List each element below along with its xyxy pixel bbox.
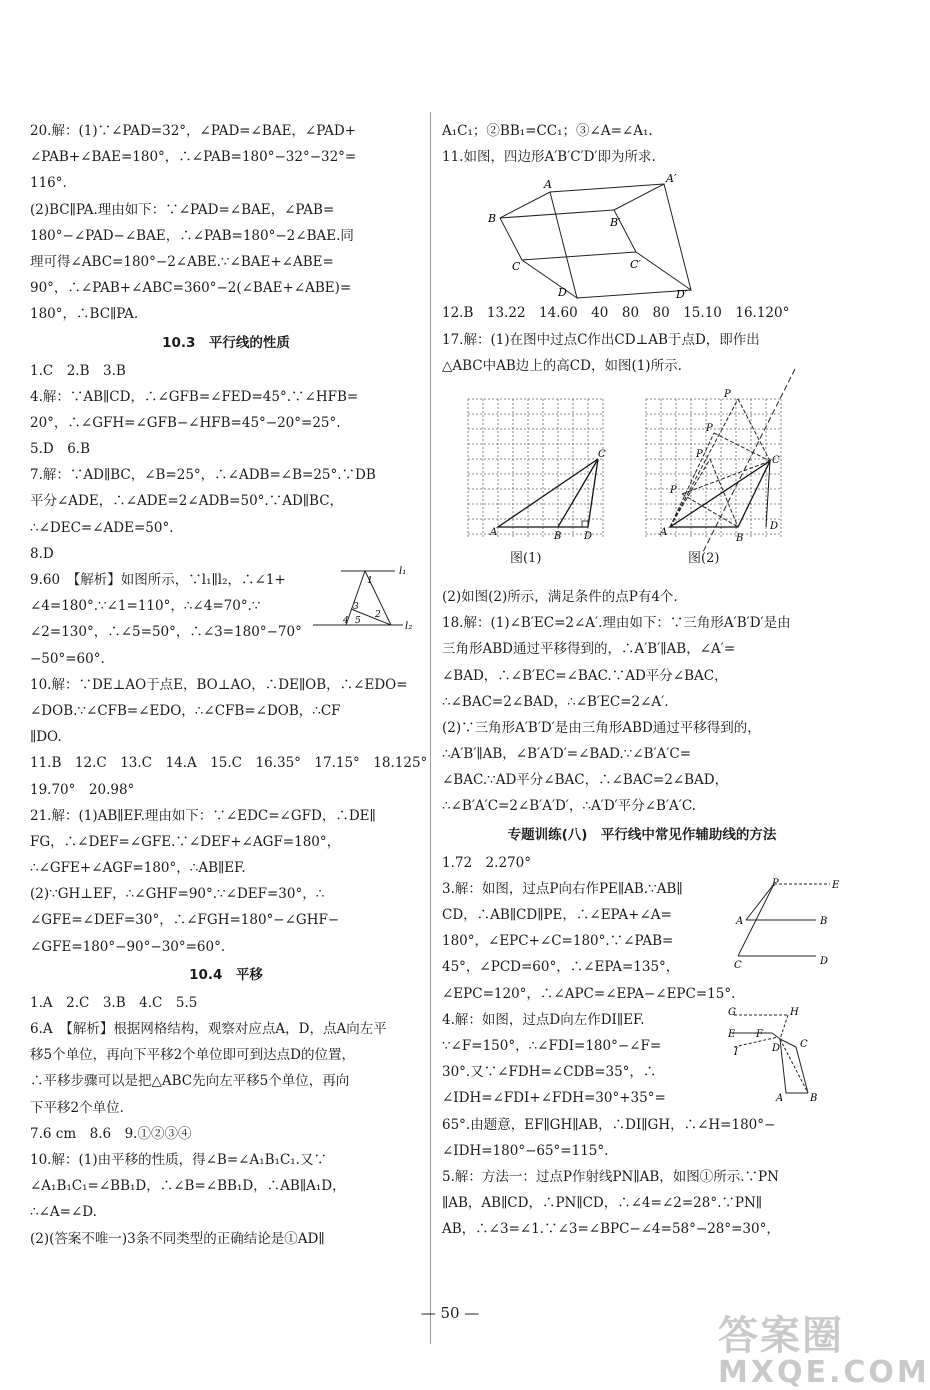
text-line: 移5个单位，再向下平移2个单位即可到达点D的位置，: [30, 1047, 356, 1064]
text-line: ∥AB，AB∥CD，∴PN∥CD，∴∠4=∠2=28°.∵PN∥: [442, 1195, 763, 1212]
text-line: −50°=60°.: [30, 650, 105, 667]
svg-text:D: D: [558, 286, 567, 300]
text-line: A₁C₁；②BB₁=CC₁；③∠A=∠A₁.: [442, 123, 653, 139]
text-line: 11.B 12.C 13.C 14.A 15.C 16.35° 17.15° 18.125°: [30, 755, 428, 772]
svg-text:P: P: [772, 877, 779, 889]
text-line: 180°−∠PAD−∠BAE，∴∠PAB=180°−2∠BAE.同: [30, 227, 354, 244]
text-line: 21.解：(1)AB∥EF.理由如下：∵∠EDC=∠GFD，∴DE∥: [30, 807, 376, 824]
text-line: 理可得∠ABC=180°−2∠ABE.∵∠BAE+∠ABE=: [30, 253, 334, 270]
text-line: 11.如图，四边形A′B′C′D′即为所求.: [442, 149, 656, 166]
watermark-url: MXQE.COM: [718, 1355, 930, 1390]
problem-3-block: [442, 876, 842, 1007]
text-line: 19.70° 20.98°: [30, 781, 135, 798]
text-line: 8.D: [30, 545, 54, 562]
text-line: (2)如图(2)所示，满足条件的点P有4个.: [442, 588, 678, 605]
svg-text:P: P: [706, 422, 713, 434]
problem-3-figure: [734, 878, 844, 970]
watermark-text: 答案圈: [718, 1313, 844, 1359]
grid-figures: [442, 379, 842, 584]
svg-text:D: D: [772, 1042, 781, 1054]
text-line: 116°.: [30, 175, 67, 192]
text-line: ∴∠B′A′C=2∠B′A′D′，∴A′D′平分∠B′A′C.: [442, 798, 696, 815]
svg-text:I: I: [734, 1046, 738, 1058]
svg-text:D′: D′: [676, 288, 688, 302]
svg-text:B: B: [736, 532, 744, 544]
svg-text:P: P: [696, 448, 703, 460]
text-line: AB，∴∠3=∠1.∵∠3=∠BPC−∠4=58°−28°=30°，: [442, 1221, 780, 1238]
column-divider: [430, 112, 431, 1344]
text-line: 平分∠ADE，∴∠ADE=2∠ADB=50°.∵AD∥BC，: [30, 493, 344, 510]
svg-text:A: A: [544, 178, 552, 192]
figure-caption: 图(2): [688, 550, 720, 566]
svg-text:A: A: [736, 915, 744, 927]
svg-text:A: A: [660, 526, 668, 538]
text-line: 7.6 cm 8.6 9.①②③④: [30, 1125, 192, 1142]
text-line: ∠2=130°，∴∠5=50°，∴∠3=180°−70°: [30, 624, 302, 641]
text-line: 5.解：方法一：过点P作射线PN∥AB，如图①所示.∵PN: [442, 1168, 779, 1185]
svg-text:P: P: [724, 388, 731, 400]
svg-text:P: P: [670, 484, 677, 496]
text-line: 1.72 2.270°: [442, 854, 531, 871]
svg-text:A′: A′: [666, 172, 677, 186]
text-line: 17.解：(1)在图中过点C作出CD⊥AB于点D，即作出: [442, 331, 760, 348]
text-line: 20°，∴∠GFH=∠GFB−∠HFB=45°−20°=25°.: [30, 414, 341, 431]
text-line: ∠DOB.∵∠CFB=∠EDO，∴∠CFB=∠DOB，∴CF: [30, 702, 341, 719]
text-line: ∠BAC.∵AD平分∠BAC，∴∠BAC=2∠BAD，: [442, 772, 729, 789]
text-line: (2)∵GH⊥EF，∴∠GHF=90°.∵∠DEF=30°，∴: [30, 886, 325, 903]
text-line: (2)(答案不唯一)3条不同类型的正确结论是①AD∥: [30, 1230, 325, 1247]
text-line: 1.A 2.C 3.B 4.C 5.5: [30, 994, 198, 1011]
text-line: ∠PAB+∠BAE=180°，∴∠PAB=180°−32°−32°=: [30, 149, 357, 166]
problem-4-figure: [728, 1007, 828, 1107]
text-line: ∴∠BAC=2∠BAD，∴∠B′EC=2∠A′.: [442, 693, 669, 710]
grid-figure-2: [640, 369, 815, 554]
text-line: ∥DO.: [30, 729, 62, 746]
text-line: 4.解：∵AB∥CD，∴∠GFB=∠FED=45°.∵∠HFB=: [30, 388, 359, 405]
text-line: 45°，∠PCD=60°，∴∠EPA=135°，: [442, 959, 680, 976]
text-line: ∠A₁B₁C₁=∠BB₁D，∴∠B=∠BB₁D，∴AB∥A₁D，: [30, 1178, 346, 1195]
svg-text:B′: B′: [610, 216, 621, 230]
text-line: ∴∠GFE+∠AGF=180°，∴AB∥EF.: [30, 860, 246, 877]
svg-text:C: C: [800, 1038, 808, 1050]
svg-text:3: 3: [353, 602, 359, 612]
text-line: ∠BAD，∴∠B′EC=∠BAC.∵AD平分∠BAC，: [442, 667, 728, 684]
text-line: 12.B 13.22 14.60 40 80 80 15.10 16.120°: [442, 305, 790, 322]
text-line: 6.A 【解析】根据网格结构，观察对应点A，D，点A向左平: [30, 1021, 387, 1037]
text-line: 18.解：(1)∠B′EC=2∠A′.理由如下：∵三角形A′B′D′是由: [442, 615, 791, 632]
text-line: 30°.又∵∠FDH=∠CDB=35°，∴: [442, 1064, 657, 1081]
problem-4-block: [442, 1007, 842, 1112]
text-line: ∴∠A=∠D.: [30, 1204, 97, 1221]
watermark-logo: [718, 1304, 930, 1390]
text-line: 1.C 2.B 3.B: [30, 362, 126, 379]
left-column: [30, 118, 428, 1252]
text-line: △ABC中AB边上的高CD，如图(1)所示.: [442, 357, 682, 374]
text-line: 5.D 6.B: [30, 441, 91, 458]
svg-text:C: C: [734, 959, 742, 971]
text-line: 65°.由题意，EF∥GH∥AB，∴DI∥GH，∴∠H=180°−: [442, 1116, 776, 1133]
text-line: ∠EPC=120°，∴∠APC=∠EPA−∠EPC=15°.: [442, 985, 736, 1002]
problem-9-block: [30, 567, 422, 672]
text-line: 180°，∠EPC+∠C=180°.∵∠PAB=: [442, 933, 674, 950]
section-heading: 10.4 平移: [189, 966, 263, 983]
page-number: — 50 —: [420, 1304, 480, 1322]
text-line: 三角形ABD通过平移得到的，∴A′B′∥AB，∠A′=: [442, 641, 736, 658]
svg-text:1: 1: [367, 576, 373, 586]
svg-text:B: B: [820, 915, 828, 927]
text-line: ∴平移步骤可以是把△ABC先向左平移5个单位，再向: [30, 1073, 350, 1090]
text-line: ∠4=180°.∵∠1=110°，∴∠4=70°.∵: [30, 598, 261, 615]
figure-caption: 图(1): [510, 550, 542, 566]
svg-text:E: E: [728, 1028, 736, 1040]
svg-text:l₂: l₂: [405, 621, 413, 632]
svg-text:E: E: [832, 879, 840, 891]
text-line: (2)∵三角形A′B′D′是由三角形ABD通过平移得到的，: [442, 719, 761, 736]
svg-text:B: B: [810, 1092, 818, 1104]
text-line: 3.解：如图，过点P向右作PE∥AB.∵AB∥: [442, 880, 683, 897]
svg-text:D: D: [584, 530, 593, 542]
svg-text:H: H: [790, 1006, 799, 1018]
text-line: ∴∠DEC=∠ADE=50°.: [30, 519, 174, 536]
grid-figure-1: [466, 397, 616, 542]
parallel-lines-figure: [313, 561, 423, 641]
section-heading: 10.3 平行线的性质: [162, 334, 290, 351]
text-line: (2)BC∥PA.理由如下：∵∠PAD=∠BAE，∠PAB=: [30, 201, 335, 218]
svg-text:4: 4: [343, 616, 349, 626]
text-line: 10.解：(1)由平移的性质，得∠B=∠A₁B₁C₁.又∵: [30, 1151, 327, 1168]
svg-text:B: B: [554, 530, 562, 542]
text-line: ∴A′B′∥AB，∠B′A′D′=∠BAD.∵∠B′A′C=: [442, 746, 692, 763]
text-line: 9.60 【解析】如图所示，∵l₁∥l₂，∴∠1+: [30, 572, 286, 588]
text-line: 10.解：∵DE⊥AO于点E，BO⊥AO，∴DE∥OB，∴∠EDO=: [30, 676, 408, 693]
text-line: 180°，∴BC∥PA.: [30, 306, 139, 323]
text-line: ∵∠F=150°，∴∠FDI=180°−∠F=: [442, 1037, 662, 1054]
text-line: 下平移2个单位.: [30, 1099, 124, 1116]
svg-text:G: G: [728, 1006, 736, 1018]
text-line: ∠IDH=180°−65°=115°.: [442, 1142, 609, 1159]
text-line: 20.解：(1)∵∠PAD=32°，∠PAD=∠BAE，∠PAD+: [30, 123, 356, 139]
svg-text:A: A: [490, 526, 498, 538]
translation-figure: [462, 170, 692, 300]
svg-text:2: 2: [375, 610, 381, 620]
svg-text:C: C: [598, 448, 606, 460]
svg-text:C: C: [772, 454, 780, 466]
text-line: ∠GFE=∠DEF=30°，∴∠FGH=180°−∠GHF−: [30, 912, 340, 929]
svg-text:B: B: [488, 212, 497, 226]
svg-text:C: C: [512, 260, 521, 274]
svg-text:D: D: [770, 520, 779, 532]
text-line: CD，∴AB∥CD∥PE，∴∠EPA+∠A=: [442, 907, 672, 923]
text-line: ∠IDH=∠FDI+∠FDH=30°+35°=: [442, 1090, 666, 1107]
svg-text:F: F: [756, 1028, 763, 1040]
svg-text:5: 5: [355, 616, 361, 626]
right-column: [442, 118, 842, 1242]
svg-text:C′: C′: [630, 258, 641, 272]
text-line: 90°，∴∠PAB+∠ABC=360°−2(∠BAE+∠ABE)=: [30, 280, 352, 297]
section-heading: 专题训练(八) 平行线中常见作辅助线的方法: [507, 826, 777, 843]
svg-text:l₁: l₁: [399, 566, 407, 577]
text-line: 7.解：∵AD∥BC，∠B=25°，∴∠ADB=∠B=25°.∵DB: [30, 467, 376, 484]
text-line: FG，∴∠DEF=∠GFE.∵∠DEF+∠AGF=180°，: [30, 833, 341, 850]
text-line: ∠GFE=180°−90°−30°=60°.: [30, 938, 226, 955]
svg-text:A: A: [776, 1092, 784, 1104]
svg-text:D: D: [820, 955, 829, 967]
text-line: 4.解：如图，过点D向左作DI∥EF.: [442, 1011, 645, 1028]
